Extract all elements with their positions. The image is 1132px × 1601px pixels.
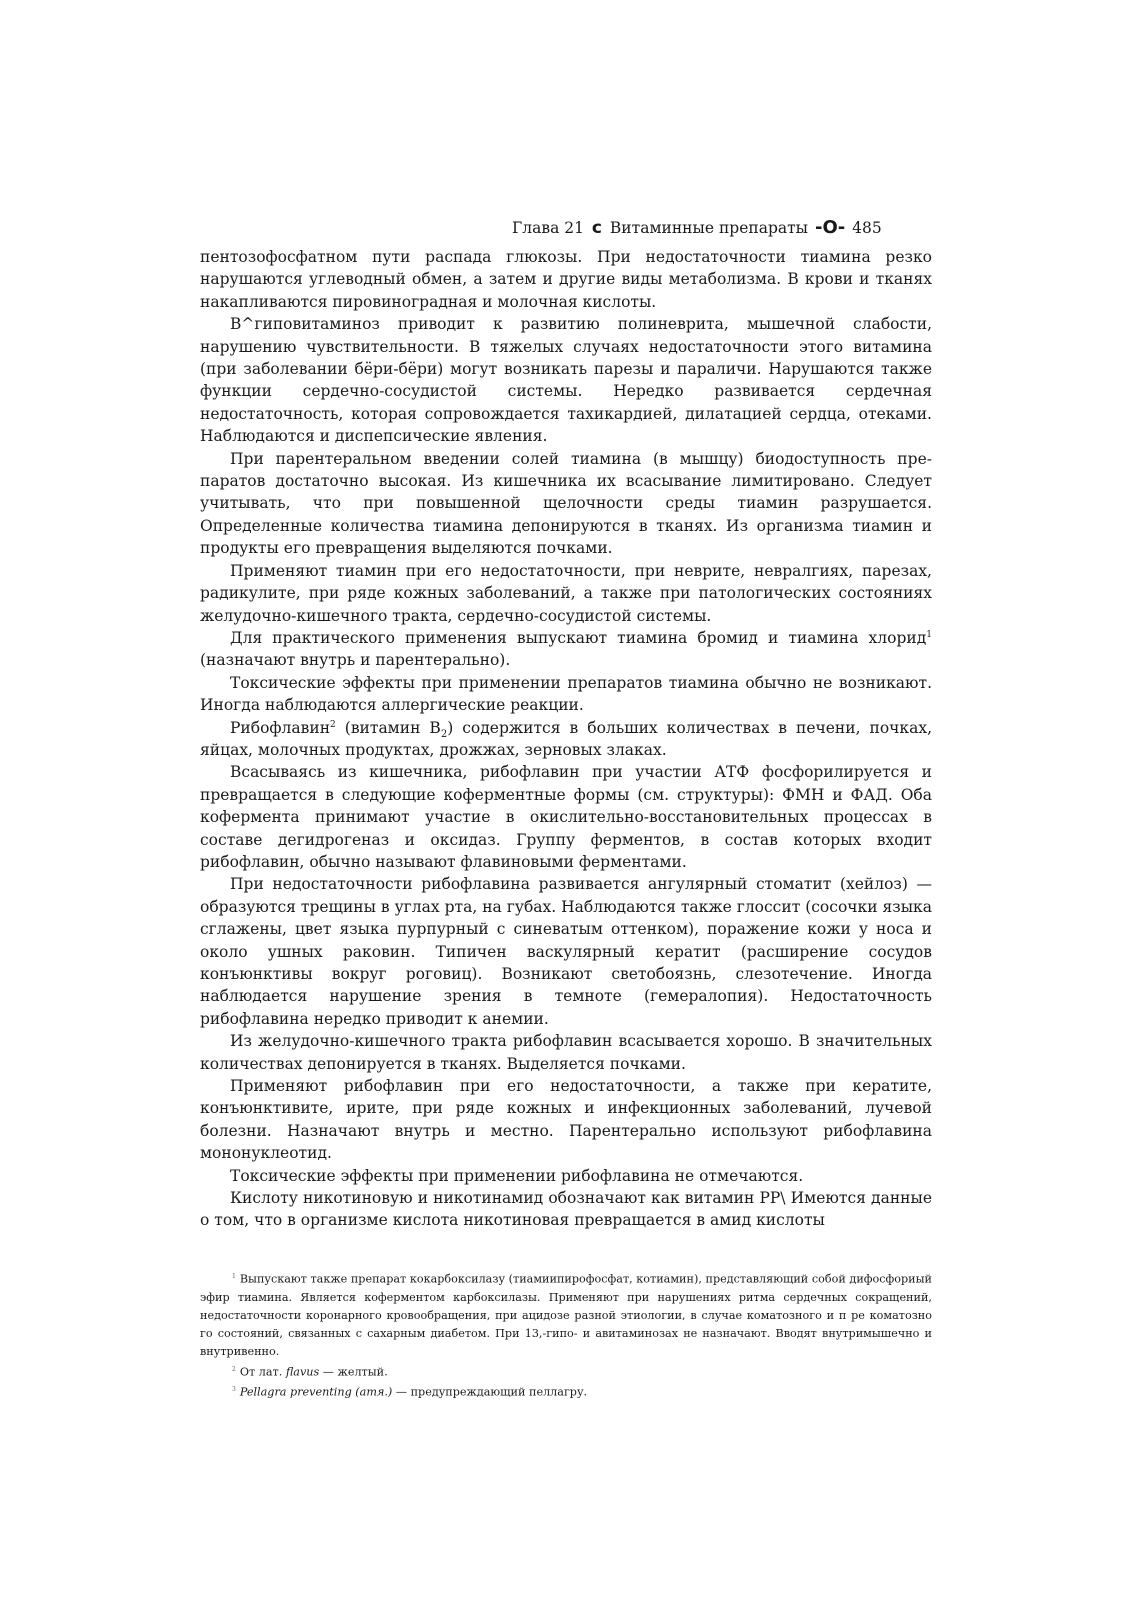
english-term: Pellagra preventing (атя.)	[239, 1386, 393, 1400]
paragraph: В^гиповитаминоз приводит к развитию полиневрита, мышечной слабости, нарушению чувствительности. В тяжелых случаях недостаточности этого витамина (при заболевании бёри-бёри) могут возникать парезы и параличи. Нарушаются также функции сердечно-сосудистой системы. Нередко развивается сердечная недостаточность, которая сопровождается тахикардией, дилатацией сердца, отеками. Наблюдаются и диспепсические явления.	[200, 315, 932, 446]
subscript: 2	[440, 728, 448, 740]
footnote-text: Выпускают также препарат кокарбоксилазу (тиамиипирофосфат, котиамин), представляющий собой дифосфориый эфир тиамина. Является коферментом карбоксилазы. Применяют при нарушениях ритма сердечных сокращений, недостаточности коронарного кровообращения, при ацидозе разной этиологии, в случае коматозного и п ре коматозно го состояний, связанных с сахарным диабетом. При 13,-гипо- и авитаминозах не назначают. Вводят внутримышечно и внутривенно.	[200, 1272, 932, 1358]
page-number: 485	[852, 219, 882, 237]
header-ornament-left: с	[591, 218, 602, 238]
paragraph: При недостаточности рибофлавина развивается ангулярный стоматит (хейлоз) — образуются трещины в углах рта, на губах. Наблюдаются также глоссит (сосочки языка сглажены, цвет языка пурпурный с синеватым оттенком), поражение кожи у носа и около ушных раковин. Типичен васкулярный кератит (расширение сосудов конъюнктивы вокруг роговиц). Возникают светобоязнь, слезотечение. Иногда наблюдается нарушение зрения в темноте (гемералопия). Недостаточность рибофлавина нередко приводит к анемии.	[200, 875, 932, 1028]
section-title: Витаминные препараты	[609, 219, 809, 237]
footnote-text: — желтый.	[319, 1365, 388, 1379]
footnote-marker: 2	[232, 1365, 236, 1373]
paragraph-text: Для практического применения выпускают тиамина бромид и тиамина хлорид	[230, 628, 927, 647]
running-header	[512, 217, 882, 239]
paragraph	[200, 627, 932, 672]
paragraph: Применяют тиамин при его недостаточности, при неврите, невралгиях, парезах, радикулите, при ряде кожных заболеваний, а также при патологических состояниях желудочно-кишечного тракта, сердечно-сосудистой системы.	[200, 561, 932, 625]
footnote-marker: 3	[232, 1386, 236, 1394]
paragraph: Токсические эффекты при применении рибофлавина не отмечаются.	[230, 1166, 804, 1185]
chapter-label: Глава 21	[512, 219, 584, 237]
footnote-text: — предупреждающий пеллагру.	[392, 1386, 588, 1400]
paragraph-text: ) содержится в больших количествах в печени, почках, яйцах, молочных продуктах, дрожжах, зерновых злаках.	[200, 718, 933, 759]
footnote-1	[200, 1268, 932, 1361]
paragraph: пентозофосфатном пути распада глюкозы. При недостаточности тиамина резко нарушаются углеводный обмен, а затем и другие виды метаболизма. В крови и тканях накапливаются пировиноградная и молочная кислоты.	[200, 248, 932, 311]
paragraph: Всасываясь из кишечника, рибофлавин при участии АТФ фосфорилируется и превращается в следующие коферментные формы (см. структуры): ФМН и ФАД. Оба кофермента принимают участие в окислительно-восстановительных процессах в составе дегидрогеназ и оксидаз. Группу ферментов, в состав которых входит рибофлавин, обычно называют флавиновыми ферментами.	[200, 763, 932, 871]
paragraph: Применяют рибофлавин при его недостаточности, а также при кератите, конъюнктивите, ирите, при ряде кожных и инфекционных заболеваний, лучевой болезни. Назначают внутрь и местно. Парентерально используют рибофлавина мононуклеотид.	[200, 1077, 932, 1163]
paragraph: Токсические эффекты при применении препаратов тиамина обычно не возникают. Иногда наблюдаются аллергические реакции.	[200, 673, 932, 715]
footnote-text: От лат.	[239, 1365, 286, 1379]
body-text	[200, 246, 932, 1232]
header-ornament-right: -О-	[814, 217, 846, 238]
footnote-ref[interactable]: 2	[330, 719, 336, 730]
paragraph: При парентеральном введении солей тиамина (в мышцу) биодоступность препаратов достаточно высокая. Из кишечника их всасывание лимитировано. Следует учитывать, что при повышенной щелочности среды тиамин разрушается. Определенные количества тиамина депонируются в тканях. Из организма тиамин и продукты его превращения выделяются почками.	[200, 449, 932, 558]
footnotes	[200, 1268, 932, 1402]
paragraph-text: (назначают внутрь и парентерально).	[200, 651, 511, 670]
footnote-ref[interactable]: 1	[926, 629, 932, 640]
paragraph: Из желудочно-кишечного тракта рибофлавин всасывается хорошо. В значительных количествах депонируется в тканях. Выделяется почками.	[200, 1032, 932, 1073]
paragraph: Кислоту никотиновую и никотинамид обозначают как витамин РР\ Имеются данные о том, что в организме кислота никотиновая превращается в амид кислоты	[200, 1189, 932, 1230]
paragraph-text: (витамин В	[335, 718, 441, 737]
footnote-2	[200, 1361, 932, 1382]
paragraph	[200, 717, 932, 762]
paragraph-text: Рибофлавин	[230, 718, 331, 737]
footnote-marker: 1	[232, 1273, 236, 1280]
footnote-3	[200, 1381, 932, 1402]
latin-term: flavus	[285, 1365, 320, 1379]
